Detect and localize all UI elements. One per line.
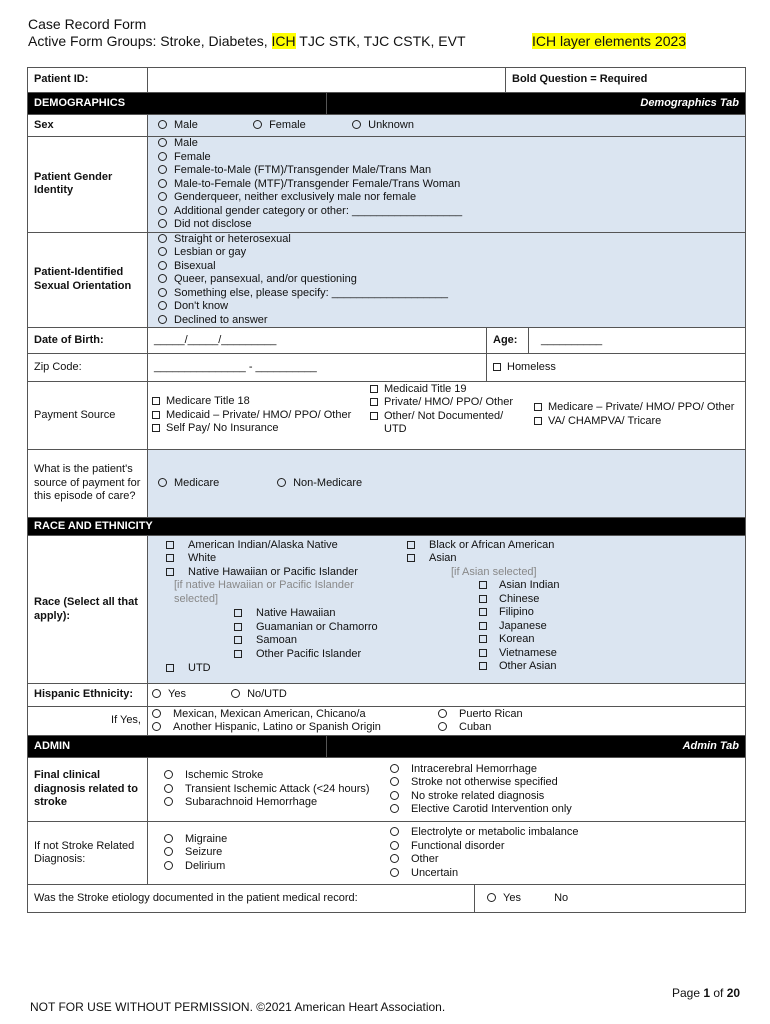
radio-icon bbox=[158, 138, 167, 147]
checkbox-icon bbox=[479, 608, 487, 616]
diagnosis-option[interactable] bbox=[390, 826, 579, 840]
option-label: Mexican, Mexican American, Chicano/a bbox=[173, 707, 366, 720]
dob-label: Date of Birth: bbox=[28, 328, 148, 354]
orientation-option[interactable] bbox=[158, 273, 739, 287]
radio-icon bbox=[164, 834, 173, 843]
orientation-option[interactable] bbox=[158, 314, 739, 328]
orientation-options bbox=[148, 232, 746, 328]
zip-cell bbox=[148, 354, 746, 382]
checkbox-icon bbox=[479, 649, 487, 657]
option-label: Medicaid – Private/ HMO/ PPO/ Other bbox=[166, 408, 352, 421]
option-label: Straight or heterosexual bbox=[174, 232, 291, 245]
radio-icon bbox=[158, 288, 167, 297]
option-label: No/UTD bbox=[247, 688, 287, 701]
option-label: Asian bbox=[429, 552, 457, 564]
admin-tab[interactable]: Admin Tab bbox=[327, 736, 746, 758]
ifyes-label: If Yes, bbox=[28, 707, 148, 736]
payment-col-2 bbox=[370, 383, 534, 437]
option-label: Did not disclose bbox=[174, 218, 252, 230]
payment-option[interactable] bbox=[534, 401, 745, 415]
option-label: Cuban bbox=[459, 721, 492, 733]
option-label: Homeless bbox=[507, 361, 556, 373]
payment-row bbox=[28, 382, 746, 450]
etiology-yes[interactable] bbox=[487, 892, 551, 906]
radio-icon bbox=[158, 192, 167, 201]
radio-icon bbox=[152, 709, 161, 718]
race-sub-option[interactable] bbox=[479, 593, 745, 607]
radio-icon bbox=[164, 861, 173, 870]
option-label: Other Pacific Islander bbox=[256, 647, 362, 660]
asian-note: [if Asian selected] bbox=[451, 565, 537, 578]
race-option[interactable] bbox=[407, 539, 745, 553]
homeless-option[interactable] bbox=[486, 354, 745, 381]
radio-icon bbox=[158, 179, 167, 188]
episode-options bbox=[148, 450, 746, 518]
hispanic-label: Hispanic Ethnicity: bbox=[28, 684, 148, 707]
payment-option[interactable] bbox=[152, 422, 370, 436]
radio-icon bbox=[164, 797, 173, 806]
payment-option[interactable] bbox=[370, 383, 534, 397]
demographics-tab[interactable]: Demographics Tab bbox=[327, 93, 746, 115]
option-label: Medicaid Title 19 bbox=[384, 382, 467, 395]
payment-col-1 bbox=[152, 395, 370, 436]
hispanic-yes[interactable] bbox=[152, 688, 228, 702]
page-number bbox=[672, 986, 740, 1000]
option-label: Another Hispanic, Latino or Spanish Origin bbox=[173, 721, 381, 733]
checkbox-icon bbox=[234, 636, 242, 644]
payment-col-3 bbox=[534, 401, 745, 428]
ich-highlight: ICH bbox=[271, 33, 296, 49]
page-of: of bbox=[710, 986, 727, 1000]
option-label: Female bbox=[174, 150, 211, 163]
final-left-col bbox=[148, 769, 390, 810]
native-hawaiian-sub bbox=[166, 607, 403, 661]
dob-cell bbox=[148, 328, 746, 354]
etiology-row bbox=[28, 885, 746, 913]
hispanic-no-utd[interactable] bbox=[231, 688, 287, 702]
ifyes-options bbox=[148, 707, 746, 736]
hispanic-origin-option[interactable] bbox=[152, 721, 438, 735]
not-stroke-right-col bbox=[390, 826, 579, 880]
checkbox-icon bbox=[234, 609, 242, 617]
gender-option[interactable] bbox=[158, 164, 739, 178]
option-label: Native Hawaiian or Pacific Islander bbox=[188, 565, 358, 578]
option-label: Yes bbox=[168, 688, 186, 701]
option-label: Female bbox=[269, 118, 306, 131]
option-label: Additional gender category or other: __________________ bbox=[174, 204, 463, 217]
option-label: Ischemic Stroke bbox=[185, 769, 264, 782]
race-sub-option[interactable] bbox=[234, 634, 403, 648]
race-sub-option[interactable] bbox=[234, 607, 403, 621]
case-record-form bbox=[27, 67, 746, 913]
radio-icon bbox=[158, 247, 167, 256]
sex-unknown[interactable] bbox=[352, 119, 414, 133]
final-diagnosis-row bbox=[28, 758, 746, 822]
option-label: No stroke related diagnosis bbox=[411, 789, 545, 802]
sex-female[interactable] bbox=[253, 119, 349, 133]
diagnosis-option[interactable] bbox=[164, 769, 390, 783]
race-sub-option[interactable] bbox=[479, 620, 745, 634]
option-label: Asian Indian bbox=[499, 579, 560, 591]
option-label: Male-to-Female (MTF)/Transgender Female/Trans Woman bbox=[174, 177, 461, 190]
checkbox-icon bbox=[493, 363, 501, 371]
groups-suffix: TJC STK, TJC CSTK, EVT bbox=[295, 33, 466, 49]
checkbox-icon bbox=[166, 568, 174, 576]
option-label: Yes bbox=[503, 892, 521, 904]
gender-label: Patient Gender Identity bbox=[28, 137, 148, 233]
ifyes-row bbox=[28, 707, 746, 736]
option-label: Don't know bbox=[174, 300, 229, 312]
checkbox-icon bbox=[407, 541, 415, 549]
option-label: Subarachnoid Hemorrhage bbox=[185, 796, 318, 809]
radio-icon bbox=[390, 804, 399, 813]
page-current: 1 bbox=[703, 986, 711, 1000]
radio-icon bbox=[158, 301, 167, 310]
not-stroke-left-col bbox=[148, 833, 390, 874]
radio-icon bbox=[390, 827, 399, 836]
checkbox-icon bbox=[479, 662, 487, 670]
race-sub-option[interactable] bbox=[479, 606, 745, 620]
checkbox-icon bbox=[534, 403, 542, 411]
episode-medicare[interactable] bbox=[158, 477, 274, 491]
ich-layer-label: ICH layer elements 2023 bbox=[532, 33, 687, 49]
radio-icon bbox=[158, 274, 167, 283]
orientation-option[interactable] bbox=[158, 246, 739, 260]
radio-icon bbox=[158, 206, 167, 215]
checkbox-icon bbox=[407, 554, 415, 562]
diagnosis-option[interactable] bbox=[164, 860, 390, 874]
diagnosis-option[interactable] bbox=[390, 763, 572, 777]
checkbox-icon bbox=[479, 622, 487, 630]
option-label: White bbox=[188, 552, 217, 564]
not-stroke-label: If not Stroke Related Diagnosis: bbox=[28, 822, 148, 885]
gender-options bbox=[148, 137, 746, 233]
radio-icon bbox=[158, 165, 167, 174]
ifyes-left-col bbox=[152, 708, 438, 735]
diagnosis-option[interactable] bbox=[390, 776, 572, 790]
patient-id-row bbox=[28, 68, 746, 93]
gender-option[interactable] bbox=[158, 137, 739, 151]
race-row bbox=[28, 536, 746, 684]
option-label: Male bbox=[174, 118, 198, 131]
payment-option[interactable] bbox=[152, 409, 370, 423]
sex-label: Sex bbox=[28, 115, 148, 137]
option-label: Other Asian bbox=[499, 660, 557, 672]
option-label: American Indian/Alaska Native bbox=[188, 538, 338, 551]
option-label: Filipino bbox=[499, 606, 534, 618]
radio-icon bbox=[158, 120, 167, 129]
radio-icon bbox=[390, 764, 399, 773]
diagnosis-option[interactable] bbox=[164, 846, 390, 860]
form-table bbox=[27, 67, 746, 913]
hispanic-options bbox=[148, 684, 746, 707]
race-sub-option[interactable] bbox=[234, 621, 403, 635]
required-note: Bold Question = Required bbox=[506, 68, 746, 93]
demographics-section: DEMOGRAPHICS bbox=[28, 93, 327, 115]
etiology-options bbox=[474, 885, 745, 912]
sex-options bbox=[148, 115, 746, 137]
radio-icon bbox=[164, 784, 173, 793]
option-label: VA/ CHAMPVA/ Tricare bbox=[548, 414, 662, 427]
option-label: Declined to answer bbox=[174, 313, 268, 326]
checkbox-icon bbox=[370, 385, 378, 393]
option-label: Self Pay/ No Insurance bbox=[166, 422, 279, 435]
payment-option[interactable] bbox=[534, 415, 745, 429]
demographics-bar bbox=[28, 93, 746, 115]
checkbox-icon bbox=[479, 581, 487, 589]
episode-row bbox=[28, 450, 746, 518]
radio-icon bbox=[152, 689, 161, 698]
race-option[interactable] bbox=[166, 566, 403, 580]
option-label: Female-to-Male (FTM)/Transgender Male/Trans Man bbox=[174, 164, 432, 176]
option-label: Guamanian or Chamorro bbox=[256, 620, 378, 633]
diagnosis-option[interactable] bbox=[164, 796, 390, 810]
checkbox-icon bbox=[479, 595, 487, 603]
payment-options bbox=[148, 382, 746, 450]
option-label: Intracerebral Hemorrhage bbox=[411, 762, 537, 775]
radio-icon bbox=[352, 120, 361, 129]
patient-id-label: Patient ID: bbox=[28, 68, 148, 93]
radio-icon bbox=[158, 315, 167, 324]
ifyes-right-col bbox=[438, 708, 523, 735]
option-label: Delirium bbox=[185, 859, 226, 872]
radio-icon bbox=[158, 234, 167, 243]
checkbox-icon bbox=[166, 541, 174, 549]
final-diagnosis-label: Final clinical diagnosis related to stroke bbox=[28, 758, 148, 822]
hispanic-origin-option[interactable] bbox=[152, 708, 438, 722]
radio-icon bbox=[231, 689, 240, 698]
diagnosis-option[interactable] bbox=[164, 783, 390, 797]
option-label: Elective Carotid Intervention only bbox=[411, 803, 572, 815]
gender-option[interactable] bbox=[158, 218, 739, 232]
race-sub-option[interactable] bbox=[479, 633, 745, 647]
checkbox-icon bbox=[166, 664, 174, 672]
radio-icon bbox=[277, 478, 286, 487]
age-label: Age: bbox=[486, 328, 528, 353]
option-label: Native Hawaiian bbox=[256, 607, 336, 619]
race-options bbox=[148, 536, 746, 684]
checkbox-icon bbox=[534, 417, 542, 425]
race-bar bbox=[28, 518, 746, 536]
race-sub-option[interactable] bbox=[479, 579, 745, 593]
checkbox-icon bbox=[370, 398, 378, 406]
option-label: Samoan bbox=[256, 634, 297, 646]
radio-icon bbox=[390, 854, 399, 863]
page-total: 20 bbox=[726, 986, 741, 1000]
diagnosis-option[interactable] bbox=[390, 853, 579, 867]
option-label: Chinese bbox=[499, 592, 540, 605]
gender-option[interactable] bbox=[158, 205, 739, 219]
radio-icon bbox=[390, 791, 399, 800]
radio-icon bbox=[158, 219, 167, 228]
option-label: Migraine bbox=[185, 832, 228, 845]
page-prefix: Page bbox=[672, 986, 704, 1000]
race-option[interactable] bbox=[407, 552, 745, 566]
checkbox-icon bbox=[234, 650, 242, 658]
active-form-groups bbox=[28, 33, 466, 50]
diagnosis-option[interactable] bbox=[390, 803, 572, 817]
option-label: Private/ HMO/ PPO/ Other bbox=[384, 396, 513, 408]
race-left-col bbox=[148, 539, 403, 683]
option-label: UTD bbox=[188, 662, 211, 674]
option-label: Other/ Not Documented/ bbox=[384, 409, 504, 422]
option-label: Seizure bbox=[185, 846, 223, 859]
option-label: Korean bbox=[499, 633, 535, 645]
option-label: Functional disorder bbox=[411, 839, 505, 852]
radio-icon bbox=[438, 709, 447, 718]
checkbox-icon bbox=[152, 397, 160, 405]
race-section: RACE AND ETHNICITY bbox=[28, 518, 746, 536]
checkbox-icon bbox=[234, 623, 242, 631]
diagnosis-option[interactable] bbox=[164, 833, 390, 847]
dob-row bbox=[28, 328, 746, 354]
copyright-footer: NOT FOR USE WITHOUT PERMISSION. ©2021 American Heart Association. bbox=[30, 1000, 446, 1014]
race-label: Race (Select all that apply): bbox=[28, 536, 148, 684]
radio-icon bbox=[487, 893, 496, 902]
option-label: Male bbox=[174, 137, 198, 149]
radio-icon bbox=[152, 722, 161, 731]
not-stroke-row bbox=[28, 822, 746, 885]
option-label: Unknown bbox=[368, 118, 414, 131]
orientation-option[interactable] bbox=[158, 260, 739, 274]
episode-non-medicare[interactable] bbox=[277, 477, 362, 491]
diagnosis-option[interactable] bbox=[390, 790, 572, 804]
option-label: Bisexual bbox=[174, 259, 216, 272]
zip-label: Zip Code: bbox=[28, 354, 148, 382]
final-right-col bbox=[390, 763, 572, 817]
native-hawaiian-note: [if native Hawaiian or Pacific Islander selected] bbox=[174, 579, 354, 605]
payment-option[interactable] bbox=[370, 396, 534, 410]
gender-option[interactable] bbox=[158, 178, 739, 192]
option-label: Medicare – Private/ HMO/ PPO/ Other bbox=[548, 401, 735, 413]
radio-icon bbox=[253, 120, 262, 129]
zip-row bbox=[28, 354, 746, 382]
form-header bbox=[28, 16, 466, 50]
not-stroke-options bbox=[148, 822, 746, 885]
option-label: Something else, please specify: ___________________ bbox=[174, 286, 448, 299]
gender-row bbox=[28, 137, 746, 233]
checkbox-icon bbox=[370, 412, 378, 420]
zip-field[interactable]: _______________ - __________ bbox=[154, 361, 317, 373]
age-field[interactable]: __________ bbox=[528, 328, 745, 353]
gender-option[interactable] bbox=[158, 191, 739, 205]
sex-row bbox=[28, 115, 746, 137]
payment-option[interactable] bbox=[370, 410, 534, 424]
diagnosis-option[interactable] bbox=[390, 867, 579, 881]
groups-prefix: Active Form Groups: Stroke, Diabetes, bbox=[28, 33, 272, 49]
gender-option[interactable] bbox=[158, 151, 739, 165]
etiology-question: Was the Stroke etiology documented in the patient medical record: bbox=[34, 892, 358, 904]
patient-id-field[interactable] bbox=[148, 68, 506, 93]
radio-icon bbox=[158, 261, 167, 270]
final-diagnosis-options bbox=[148, 758, 746, 822]
orientation-option[interactable] bbox=[158, 300, 739, 314]
radio-icon bbox=[390, 841, 399, 850]
option-label: Black or African American bbox=[429, 538, 555, 551]
payment-option[interactable] bbox=[152, 395, 370, 409]
payment-option-continued: UTD bbox=[384, 423, 407, 435]
option-label: Japanese bbox=[499, 619, 547, 632]
checkbox-icon bbox=[152, 424, 160, 432]
asian-sub bbox=[407, 579, 745, 674]
option-label: Medicare Title 18 bbox=[166, 395, 250, 408]
dob-field[interactable]: _____/_____/_________ bbox=[154, 334, 277, 346]
hispanic-origin-option[interactable] bbox=[438, 721, 523, 735]
option-label: Other bbox=[411, 853, 439, 865]
option-label: Medicare bbox=[174, 476, 220, 489]
option-label: Puerto Rican bbox=[459, 707, 523, 720]
radio-icon bbox=[164, 847, 173, 856]
radio-icon bbox=[438, 722, 447, 731]
orientation-row bbox=[28, 232, 746, 328]
option-label: Genderqueer, neither exclusively male nor female bbox=[174, 191, 417, 203]
radio-icon bbox=[158, 152, 167, 161]
admin-section: ADMIN bbox=[28, 736, 327, 758]
etiology-cell bbox=[28, 885, 746, 913]
radio-icon bbox=[390, 868, 399, 877]
radio-icon bbox=[158, 478, 167, 487]
checkbox-icon bbox=[166, 554, 174, 562]
race-option[interactable] bbox=[166, 552, 403, 566]
option-label: Uncertain bbox=[411, 866, 459, 879]
orientation-option[interactable] bbox=[158, 233, 739, 247]
diagnosis-option[interactable] bbox=[390, 840, 579, 854]
race-sub-option[interactable] bbox=[479, 647, 745, 661]
orientation-option[interactable] bbox=[158, 287, 739, 301]
option-label: Stroke not otherwise specified bbox=[411, 776, 558, 788]
option-label: Non-Medicare bbox=[293, 476, 363, 489]
option-label: Transient Ischemic Attack (<24 hours) bbox=[185, 782, 370, 795]
checkbox-icon bbox=[152, 411, 160, 419]
hispanic-origin-option[interactable] bbox=[438, 708, 523, 722]
race-sub-option[interactable] bbox=[479, 660, 745, 674]
option-label: Lesbian or gay bbox=[174, 246, 247, 258]
race-right-col bbox=[403, 539, 745, 683]
checkbox-icon bbox=[479, 635, 487, 643]
episode-label: What is the patient's source of payment for this episode of care? bbox=[28, 450, 148, 518]
payment-label: Payment Source bbox=[28, 382, 148, 450]
etiology-no[interactable]: No bbox=[554, 892, 569, 904]
option-label: Vietnamese bbox=[499, 646, 557, 659]
race-option[interactable] bbox=[166, 539, 403, 553]
hispanic-row bbox=[28, 684, 746, 707]
race-utd[interactable] bbox=[166, 662, 403, 676]
race-sub-option[interactable] bbox=[234, 648, 403, 662]
orientation-label: Patient-Identified Sexual Orientation bbox=[28, 232, 148, 328]
form-title: Case Record Form bbox=[28, 16, 147, 32]
sex-male[interactable] bbox=[158, 119, 250, 133]
option-label: Queer, pansexual, and/or questioning bbox=[174, 273, 357, 285]
option-label: Electrolyte or metabolic imbalance bbox=[411, 826, 579, 838]
radio-icon bbox=[164, 770, 173, 779]
admin-bar bbox=[28, 736, 746, 758]
radio-icon bbox=[390, 777, 399, 786]
